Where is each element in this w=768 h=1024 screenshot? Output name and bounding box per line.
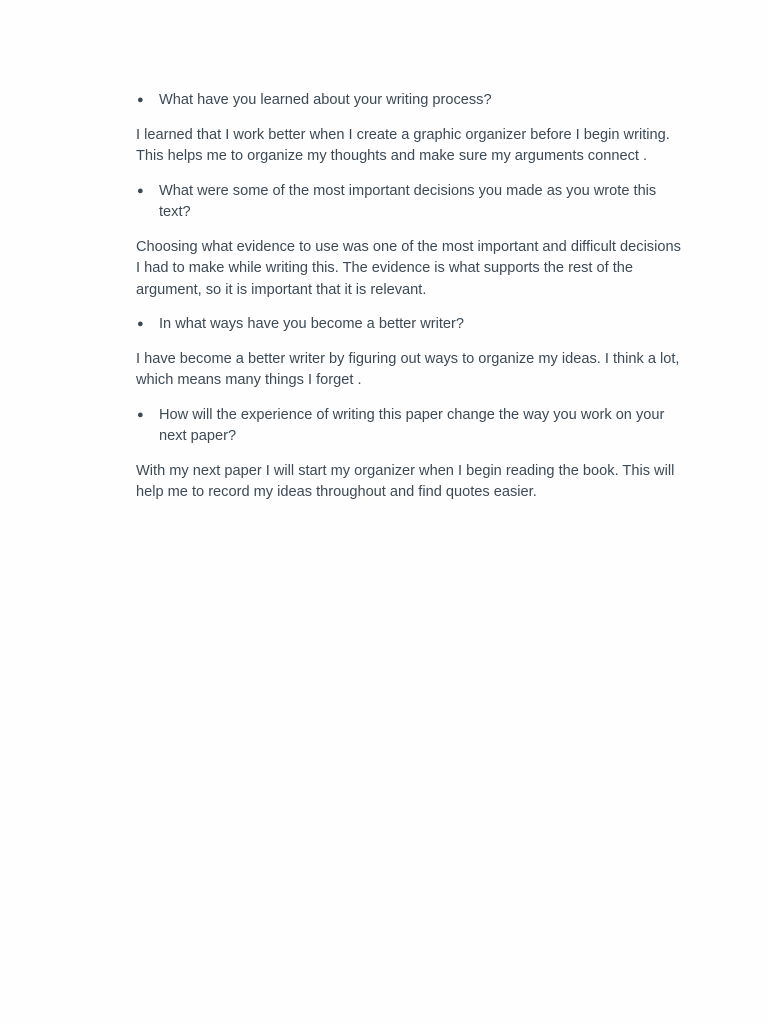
- bullet-icon: ●: [137, 94, 144, 106]
- question-text: How will the experience of writing this paper change the way you work on your next paper?: [159, 406, 665, 444]
- question-text: What were some of the most important decisions you made as you wrote this text?: [159, 182, 657, 220]
- question-text: In what ways have you become a better writer?: [159, 316, 465, 332]
- document-page: [136, 90, 681, 517]
- question-text: What have you learned about your writing process?: [159, 92, 492, 108]
- answer-3: I have become a better writer by figuring out ways to organize my ideas. I think a lot, which means many things I forget .: [136, 350, 680, 388]
- answer-2: Choosing what evidence to use was one of the most important and difficult decisions I had to make while writing this. The evidence is what supports the rest of the argument, so it is important that it is relevant.: [136, 238, 681, 298]
- bullet-icon: ●: [137, 318, 144, 330]
- question-4: [136, 405, 681, 448]
- bullet-icon: ●: [137, 408, 144, 421]
- bullet-icon: ●: [137, 184, 144, 197]
- answer-4: With my next paper I will start my organizer when I begin reading the book. This will help me to record my ideas throughout and find quotes easier.: [136, 462, 675, 500]
- question-1: [136, 90, 681, 112]
- question-2: [136, 181, 681, 224]
- question-3: [136, 314, 681, 336]
- answer-1: I learned that I work better when I create a graphic organizer before I begin writing. This helps me to organize my thoughts and make sure my arguments connect .: [136, 126, 670, 164]
